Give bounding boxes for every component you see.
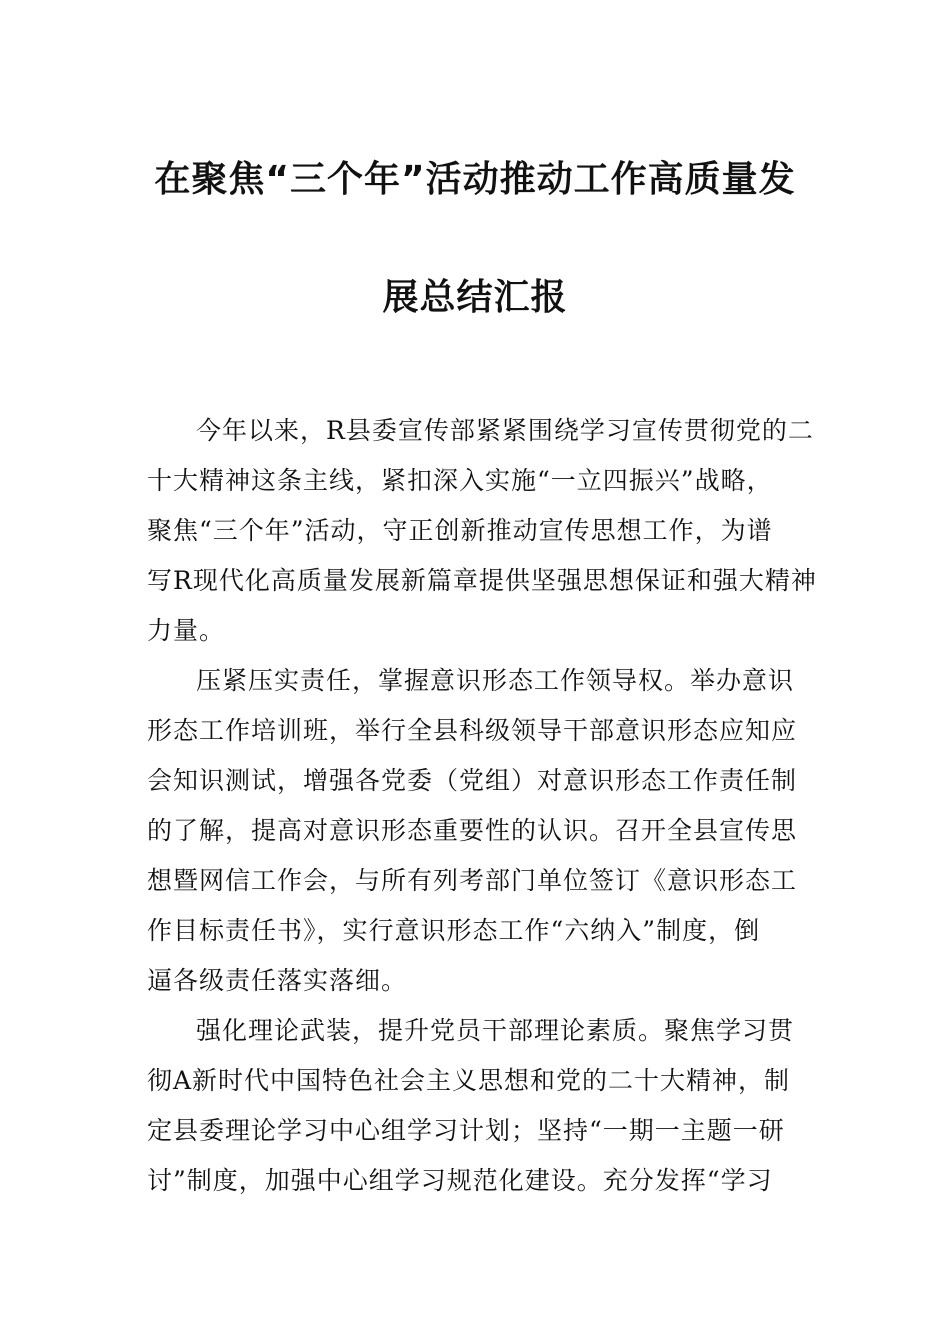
body-line: 力量。 [147,616,226,645]
body-line: 的了解，提高对意识形态重要性的认识。召开全县宣传思 [147,816,798,845]
body-line: 聚焦“三个年”活动，守正创新推动宣传思想工作，为谱 [147,516,773,545]
body-line: 形态工作培训班，举行全县科级领导干部意识形态应知应 [147,716,798,745]
body-line: 会知识测试，增强各党委（党组）对意识形态工作责任制 [147,766,798,795]
body-line: 定县委理论学习中心组学习计划；坚持“一期一主题一研 [147,1116,785,1145]
body-line: 写R现代化高质量发展新篇章提供坚强思想保证和强大精神 [147,566,817,595]
body-line: 强化理论武装，提升党员干部理论素质。聚焦学习贯 [196,1016,795,1045]
body-line: 十大精神这条主线，紧扣深入实施“一立四振兴”战略， [147,466,773,495]
body-line: 压紧压实责任，掌握意识形态工作领导权。举办意识 [196,666,795,695]
body-line: 逼各级责任落实落细。 [147,966,408,995]
body-line: 想暨网信工作会，与所有列考部门单位签订《意识形态工 [147,866,798,895]
body-line: 讨”制度，加强中心组学习规范化建设。充分发挥“学习 [147,1166,773,1195]
body-line: 今年以来，R县委宣传部紧紧围绕学习宣传贯彻党的二 [196,416,814,445]
document-title-line-2: 展总结汇报 [382,277,568,318]
document-title-line-1: 在聚焦“三个年”活动推动工作高质量发 [154,159,796,200]
body-line: 作目标责任书》，实行意识形态工作“六纳入”制度，倒 [147,916,761,945]
body-line: 彻A新时代中国特色社会主义思想和党的二十大精神，制 [147,1066,791,1095]
